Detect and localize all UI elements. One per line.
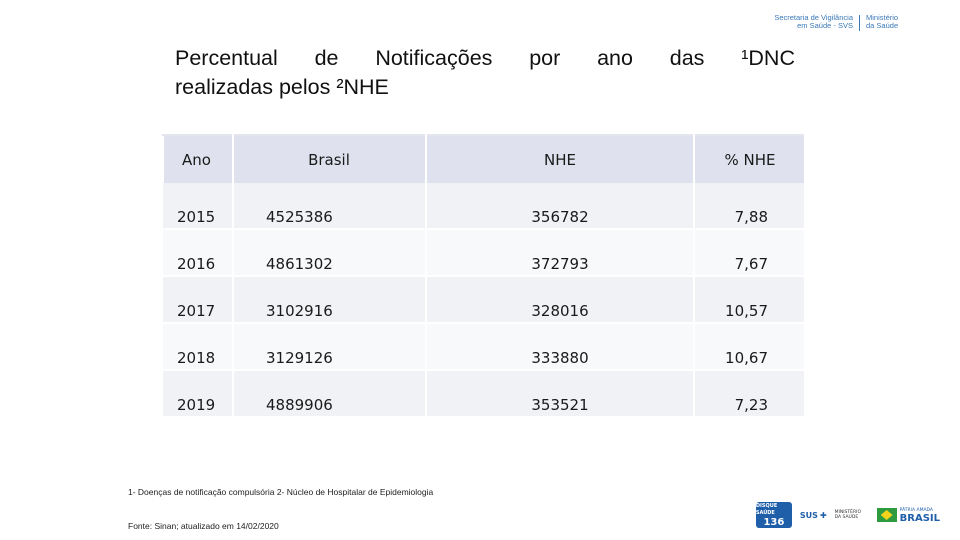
title-line-2: realizadas pelos ²NHE	[175, 75, 389, 99]
notifications-table	[162, 134, 806, 418]
disque-saude-logo	[756, 502, 792, 528]
cell-nhe: 333880	[426, 323, 694, 370]
header-logos	[767, 14, 902, 31]
cell-ano: 2017	[163, 276, 233, 323]
brasil-tagline: PÁTRIA AMADA	[899, 507, 934, 513]
brasil-text	[900, 507, 940, 524]
sus-logo	[800, 511, 827, 520]
svs-logo: Secretaria de Vigilância em Saúde - SVS	[774, 13, 853, 30]
cell-brasil: 3102916	[233, 276, 426, 323]
sus-label: SUS	[799, 510, 818, 520]
plus-icon: ✚	[819, 510, 827, 520]
title-word: de	[314, 46, 339, 70]
logo-divider	[859, 15, 860, 31]
cell-nhe: 356782	[426, 183, 694, 229]
title-word: ¹DNC	[741, 46, 795, 70]
title-word: das	[669, 46, 705, 70]
title-word: por	[529, 46, 561, 70]
table-row	[163, 370, 805, 417]
brazil-flag-icon	[877, 508, 897, 522]
cell-brasil: 4889906	[233, 370, 426, 417]
disque-label: DISQUE SAÚDE	[755, 502, 778, 516]
column-header-pct-nhe: % NHE	[694, 135, 805, 183]
cell-brasil: 4525386	[233, 183, 426, 229]
column-header-ano: Ano	[163, 135, 233, 183]
cell-brasil: 3129126	[233, 323, 426, 370]
table-row	[163, 183, 805, 229]
cell-brasil: 4861302	[233, 229, 426, 276]
page-title	[175, 44, 795, 102]
table-header-row	[163, 135, 805, 183]
footer-logos	[756, 502, 940, 528]
brasil-label: BRASIL	[899, 512, 940, 524]
title-word: Percentual	[175, 46, 278, 70]
title-line-1	[175, 44, 795, 73]
disque-number: 136	[763, 516, 785, 528]
table-row	[163, 323, 805, 370]
footnote: 1- Doenças de notificação compulsória 2- Núcleo de Hospitalar de Epidemiologia	[128, 487, 434, 497]
column-header-brasil: Brasil	[233, 135, 426, 183]
cell-pct-nhe: 7,88	[694, 183, 805, 229]
cell-ano: 2015	[163, 183, 233, 229]
column-header-nhe: NHE	[426, 135, 694, 183]
cell-pct-nhe: 10,57	[694, 276, 805, 323]
source-note: Fonte: Sinan; atualizado em 14/02/2020	[128, 521, 279, 531]
cell-nhe: 353521	[426, 370, 694, 417]
table-row	[163, 276, 805, 323]
cell-pct-nhe: 10,67	[694, 323, 805, 370]
brasil-logo	[877, 507, 940, 524]
title-word: ano	[597, 46, 633, 70]
cell-ano: 2016	[163, 229, 233, 276]
cell-ano: 2018	[163, 323, 233, 370]
table-row	[163, 229, 805, 276]
cell-nhe: 372793	[426, 229, 694, 276]
ministerio-footer-logo: MINISTÉRIO DA SAÚDE	[834, 510, 861, 520]
ministerio-logo: Ministério da Saúde	[866, 13, 899, 30]
cell-nhe: 328016	[426, 276, 694, 323]
title-word: Notificações	[375, 46, 493, 70]
cell-pct-nhe: 7,23	[694, 370, 805, 417]
cell-ano: 2019	[163, 370, 233, 417]
cell-pct-nhe: 7,67	[694, 229, 805, 276]
